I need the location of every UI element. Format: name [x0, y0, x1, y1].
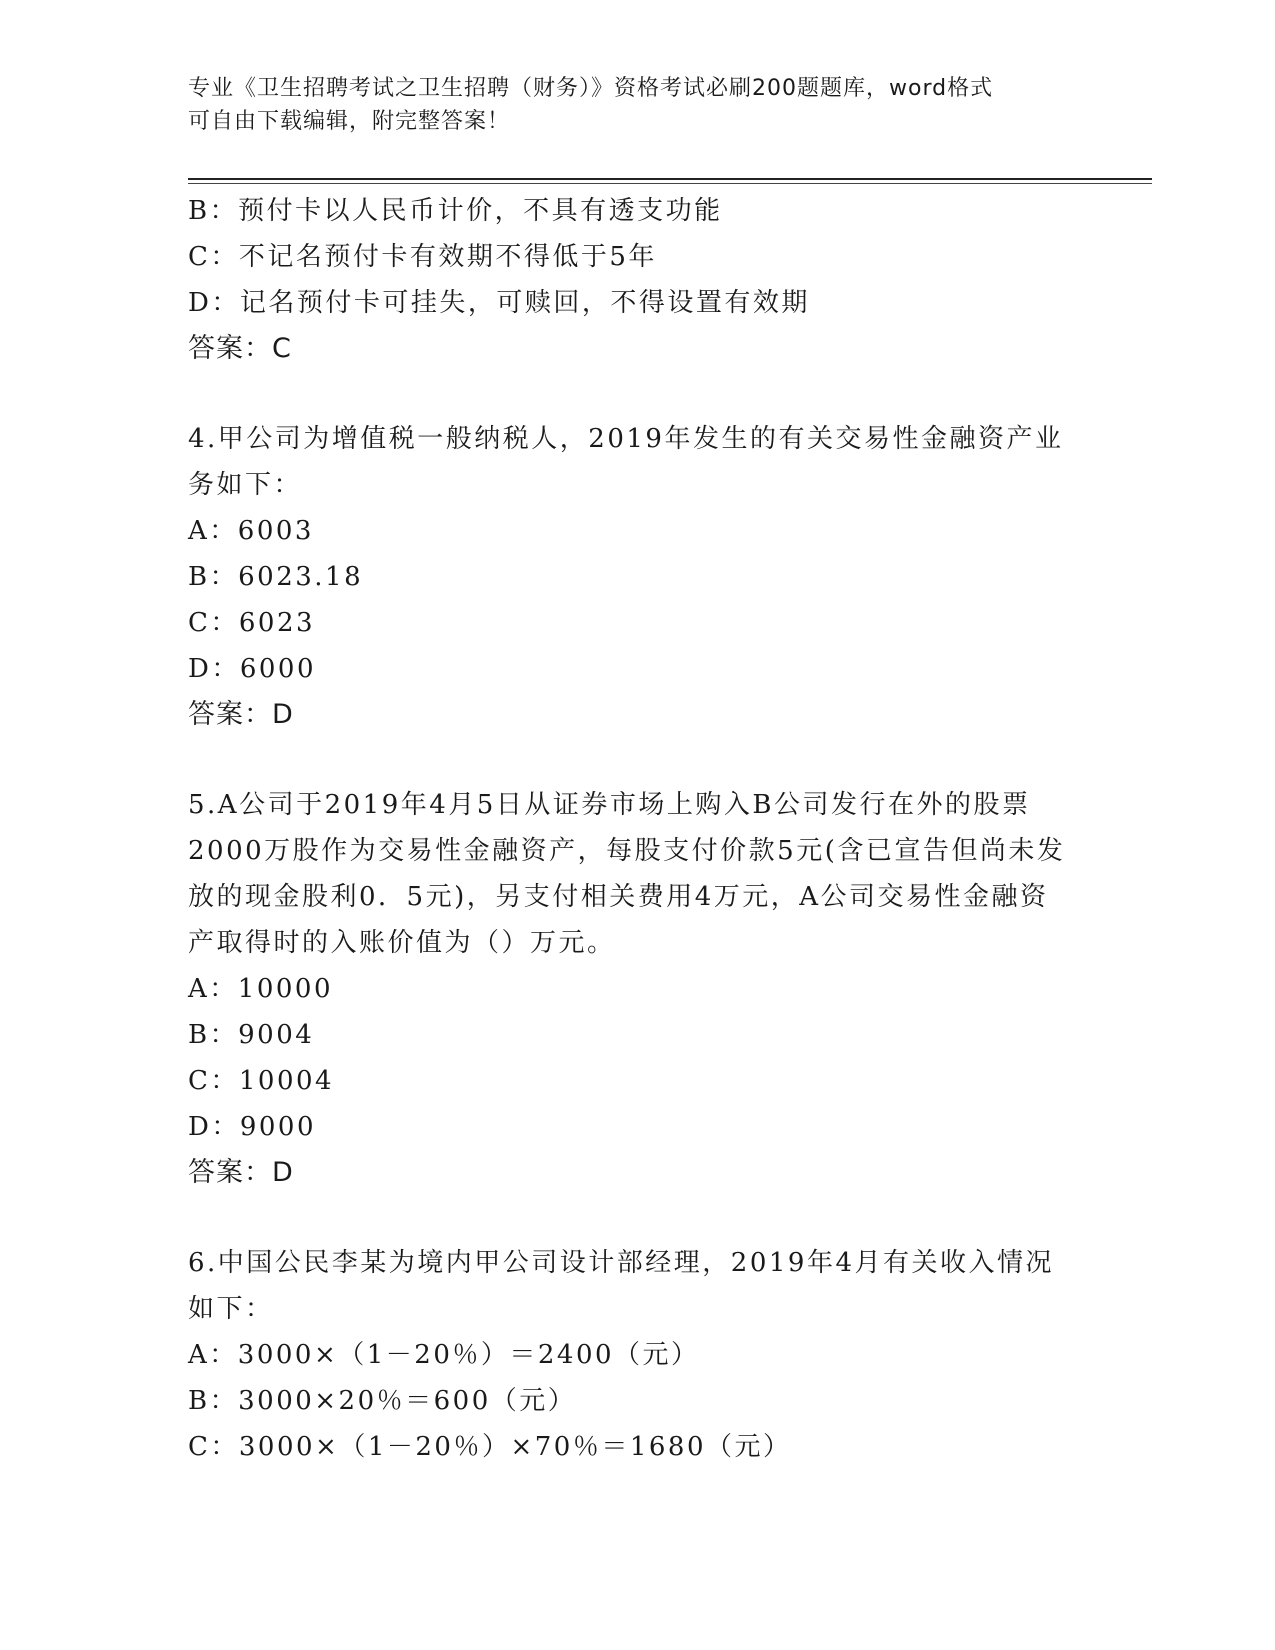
spacer [188, 738, 1088, 782]
question-3-block [188, 188, 1088, 372]
question-5-answer: 答案：D [188, 1157, 294, 1188]
spacer [188, 372, 1088, 416]
question-5-option-d: D：9000 [188, 1112, 317, 1142]
question-4-option-a: A：6003 [188, 516, 314, 546]
question-4-stem-line-1: 4.甲公司为增值税一般纳税人，2019年发生的有关交易性金融资产业 [188, 424, 1064, 454]
question-6-option-c: C：3000×（1－20％）×70％＝1680（元） [188, 1432, 792, 1462]
question-5-stem-line-4: 产取得时的入账价值为（）万元。 [188, 928, 616, 958]
question-5-block [188, 782, 1088, 1196]
header-divider-thick [188, 178, 1152, 180]
question-3-option-d: D：记名预付卡可挂失，可赎回，不得设置有效期 [188, 288, 810, 318]
header-line-2: 可自由下载编辑，附完整答案！ [188, 109, 511, 134]
header-line-1: 专业《卫生招聘考试之卫生招聘（财务）》资格考试必刷200题题库，word格式 [188, 76, 994, 101]
question-4-option-d: D：6000 [188, 654, 317, 684]
header-divider-thin [188, 183, 1152, 184]
question-content [188, 188, 1088, 1470]
question-3-answer: 答案：C [188, 333, 292, 364]
question-5-option-c: C：10004 [188, 1066, 335, 1096]
question-6-block [188, 1240, 1088, 1470]
question-5-stem-line-2: 2000万股作为交易性金融资产，每股支付价款5元(含已宣告但尚未发 [188, 836, 1066, 866]
question-4-block [188, 416, 1088, 738]
question-3-option-c: C：不记名预付卡有效期不得低于5年 [188, 242, 657, 272]
question-6-option-a: A：3000×（1－20％）＝2400（元） [188, 1340, 700, 1370]
document-header [188, 72, 1088, 138]
question-6-stem-line-1: 6.中国公民李某为境内甲公司设计部经理，2019年4月有关收入情况 [188, 1248, 1055, 1278]
question-6-stem-line-2: 如下： [188, 1294, 274, 1324]
question-4-answer: 答案：D [188, 699, 294, 730]
question-3-option-b: B：预付卡以人民币计价，不具有透支功能 [188, 196, 723, 226]
question-5-stem-line-1: 5.A公司于2019年4月5日从证券市场上购入B公司发行在外的股票 [188, 790, 1031, 820]
question-6-option-b: B：3000×20％＝600（元） [188, 1386, 577, 1416]
question-4-option-c: C：6023 [188, 608, 316, 638]
spacer [188, 1196, 1088, 1240]
question-5-option-b: B：9004 [188, 1020, 315, 1050]
question-4-stem-line-2: 务如下： [188, 470, 303, 500]
question-4-option-b: B：6023.18 [188, 562, 364, 592]
question-5-option-a: A：10000 [188, 974, 333, 1004]
question-5-stem-line-3: 放的现金股利0．5元)，另支付相关费用4万元，A公司交易性金融资 [188, 882, 1049, 912]
